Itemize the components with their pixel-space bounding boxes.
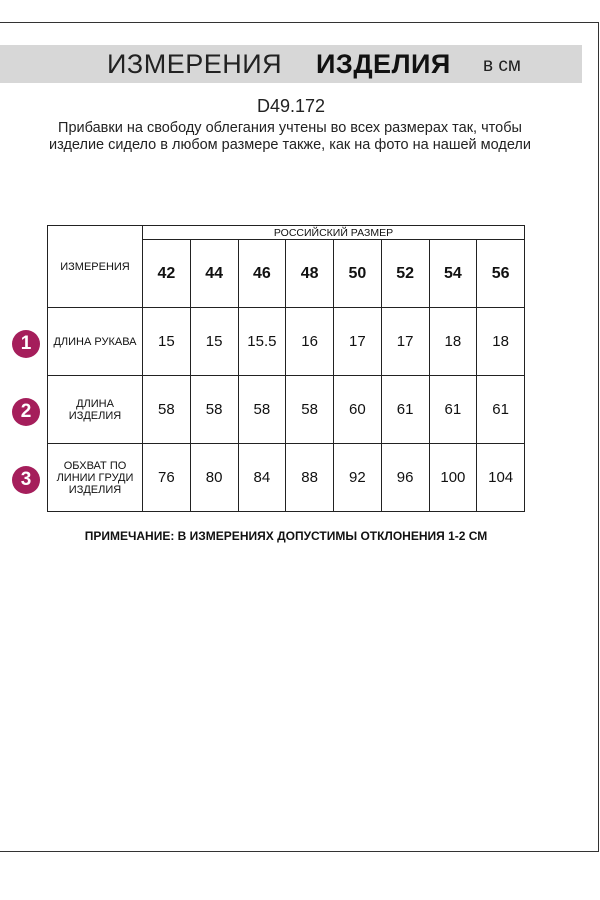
value-cell: 18 — [477, 308, 525, 376]
table-header-row — [48, 226, 525, 240]
value-cell: 15 — [143, 308, 191, 376]
value-cell: 17 — [381, 308, 429, 376]
title-banner — [0, 45, 582, 83]
row-label-chest-girth: ОБХВАТ ПО ЛИНИИ ГРУДИ ИЗДЕЛИЯ — [48, 444, 143, 512]
row-label-garment-length: ДЛИНА ИЗДЕЛИЯ — [48, 376, 143, 444]
size-cell: 52 — [381, 240, 429, 308]
size-cell: 48 — [286, 240, 334, 308]
size-cell: 42 — [143, 240, 191, 308]
measure-header: ИЗМЕРЕНИЯ — [48, 226, 143, 308]
title-unit: в см — [483, 55, 521, 76]
value-cell: 60 — [334, 376, 382, 444]
table-row — [48, 308, 525, 376]
value-cell: 16 — [286, 308, 334, 376]
value-cell: 96 — [381, 444, 429, 512]
size-group-header: РОССИЙСКИЙ РАЗМЕР — [143, 226, 525, 240]
value-cell: 61 — [381, 376, 429, 444]
row-label-sleeve-length: ДЛИНА РУКАВА — [48, 308, 143, 376]
value-cell: 58 — [143, 376, 191, 444]
value-cell: 15.5 — [238, 308, 286, 376]
row-number-badge: 1 — [12, 330, 40, 358]
value-cell: 15 — [190, 308, 238, 376]
tolerance-note: ПРИМЕЧАНИЕ: В ИЗМЕРЕНИЯХ ДОПУСТИМЫ ОТКЛОНЕНИЯ 1-2 СМ — [84, 529, 488, 543]
title-product: ИЗДЕЛИЯ — [316, 49, 451, 79]
table-row — [48, 444, 525, 512]
size-cell: 46 — [238, 240, 286, 308]
value-cell: 76 — [143, 444, 191, 512]
title-measurements: ИЗМЕРЕНИЯ — [107, 49, 283, 79]
value-cell: 84 — [238, 444, 286, 512]
value-cell: 61 — [477, 376, 525, 444]
fit-description: Прибавки на свободу облегания учтены во всех размерах так, чтобы изделие сидело в любом размере также, как на фото на нашей модели — [49, 120, 531, 153]
value-cell: 58 — [190, 376, 238, 444]
size-table — [47, 225, 525, 512]
size-cell: 54 — [429, 240, 477, 308]
value-cell: 104 — [477, 444, 525, 512]
value-cell: 100 — [429, 444, 477, 512]
value-cell: 92 — [334, 444, 382, 512]
table-row — [48, 376, 525, 444]
value-cell: 80 — [190, 444, 238, 512]
size-cell: 56 — [477, 240, 525, 308]
product-code: D49.172 — [256, 96, 326, 116]
value-cell: 61 — [429, 376, 477, 444]
row-number-badge: 3 — [12, 466, 40, 494]
size-cell: 44 — [190, 240, 238, 308]
value-cell: 17 — [334, 308, 382, 376]
value-cell: 88 — [286, 444, 334, 512]
row-number-badge: 2 — [12, 398, 40, 426]
size-cell: 50 — [334, 240, 382, 308]
value-cell: 58 — [286, 376, 334, 444]
value-cell: 18 — [429, 308, 477, 376]
value-cell: 58 — [238, 376, 286, 444]
